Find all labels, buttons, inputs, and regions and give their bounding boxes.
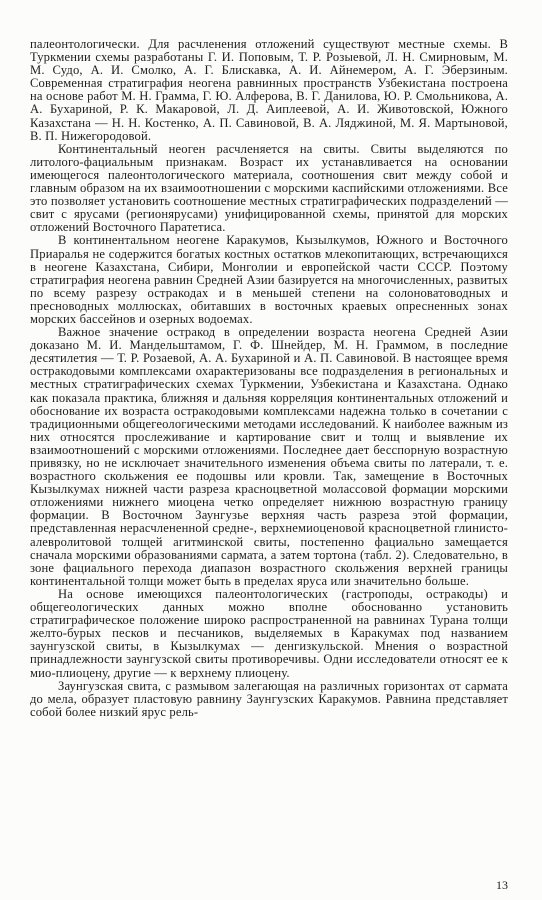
body-text xyxy=(30,38,508,719)
paragraph: Важное значение остракод в определении возраста неогена Средней Азии доказано М. И. Мандельштамом, Г. Ф. Шнейдер, М. Н. Граммом, в последние десятилетия — Т. Р. Розаевой, А. А. Бухариной и А. П. Савиновой. В настоящее время остракодовыми комплексами охарактеризованы все подразделения в региональных и местных стратиграфических схемах Туркмении, Узбекистана и Казахстана. Однако как показала практика, ближняя и дальняя корреляция континентальных отложений и обоснование их возраста остракодовыми комплексами надежна только в сочетании с традиционными общегеологическими методами исследований. К наиболее важным из них относятся прослеживание и картирование свит и толщ и выявление их взаимоотношений с морскими отложениями. Последнее дает бесспорную возрастную привязку, но не исключает значительного изменения объема свиты по латерали, т. е. возрастного скольжения ее подошвы или кровли. Так, замещение в Восточных Кызылкумах нижней части разреза красноцветной молассовой формации морскими отложениями нижнего миоцена четко определяет нижнюю возрастную границу формации. В Восточном Заунгузье верхняя часть разреза этой формации, представленная нерасчлененной средне-, верхнемиоценовой красноцветной глинисто-алевролитовой толщей агитминской свиты, постепенно фациально замещается сначала морскими образованиями сармата, а затем тортона (табл. 2). Следовательно, в зоне фациального перехода диапазон возрастного скольжения верхней границы континентальной толщи может быть в пределах яруса или значительно больше. xyxy=(30,325,508,588)
paragraph-continued: палеонтологически. Для расчленения отложений существуют местные схемы. В Туркмении схемы разработаны Г. И. Поповым, Т. Р. Розыевой, Л. Н. Смирновым, М. М. Судо, А. И. Смолко, А. Г. Блискавка, А. И. Айнемером, А. Г. Эберзиным. Современная стратиграфия неогена равнинных пространств Узбекистана построена на основе работ М. Н. Грамма, Г. Ю. Алферова, В. Г. Данилова, Ю. Р. Смольникова, А. А. Бухариной, Р. К. Макаровой, Л. Д. Аиплеевой, А. И. Животовской, Южного Казахстана — Н. Н. Костенко, А. П. Савиновой, В. А. Ляджиной, М. Я. Мартыновой, В. П. Нижегородовой. xyxy=(30,37,508,143)
paragraph: На основе имеющихся палеонтологических (гастроподы, остракоды) и общегеологических данных можно вполне обоснованно установить стратиграфическое положение широко распространенной на равнинах Турана толщи желто-бурых песков и песчаников, выделяемых в Каракумах под названием заунгузской свиты, в Кызылкумах — денгизкульской. Мнения о возрастной принадлежности заунгузской свиты противоречивы. Одни исследователи относят ее к мио-плиоцену, другие — к верхнему плиоцену. xyxy=(30,586,508,680)
paragraph: Заунгузская свита, с размывом залегающая на различных горизонтах от сармата до мела, образует пластовую равнину Заунгузских Каракумов. Равнина представляет собой более низкий ярус рель- xyxy=(30,678,508,719)
paragraph: Континентальный неоген расчленяется на свиты. Свиты выделяются по литолого-фациальным признакам. Возраст их устанавливается на основании имеющегося палеонтологического материала, соотношения свит между собой и главным образом на их взаимоотношении с морскими каспийскими отложениями. Все это позволяет установить соотношение местных стратиграфических подразделений — свит с ярусами (регионярусами) унифицированной схемы, принятой для морских отложений Восточного Паратетиса. xyxy=(30,141,508,235)
paragraph: В континентальном неогене Каракумов, Кызылкумов, Южного и Восточного Приаралья не содержится богатых костных остатков млекопитающих, встречающихся в неогене Казахстана, Сибири, Монголии и европейской части СССР. Поэтому стратиграфия неогена равнин Средней Азии базируется на многочисленных, развитых по всему разрезу остракодах и в меньшей степени на солоноватоводных и пресноводных моллюсках, обитавших в восточных краевых опресненных зонах морских бассейнов и озерных водоемах. xyxy=(30,233,508,326)
page-number: 13 xyxy=(496,878,508,892)
